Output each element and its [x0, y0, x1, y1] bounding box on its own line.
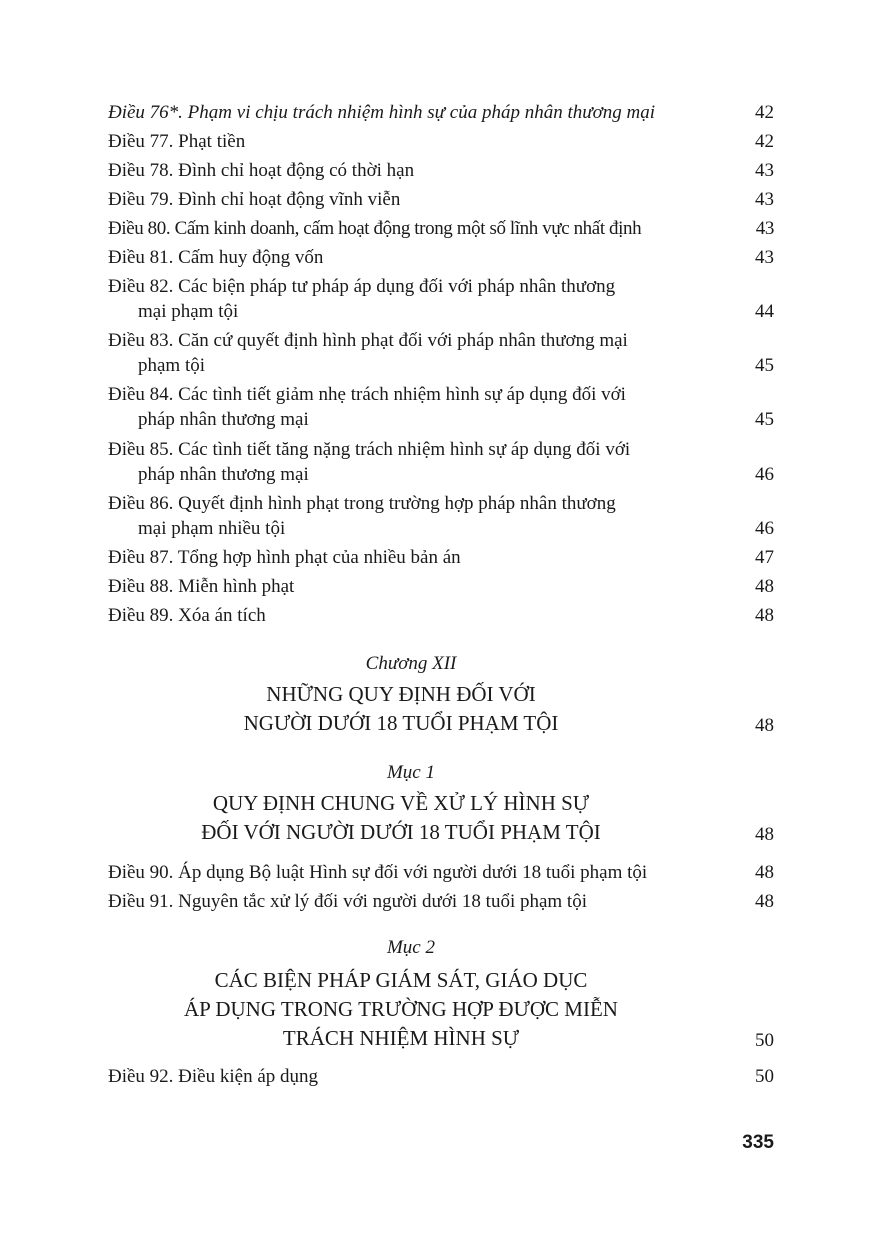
- entry-page: 48: [755, 891, 774, 912]
- entry-page: 46: [755, 518, 774, 539]
- chapter-label: Chương XII: [365, 653, 457, 674]
- entry-title-line1: Điều 85. Các tình tiết tăng nặng trách nhiệm hình sự áp dụng đối với: [108, 439, 631, 460]
- entry-title-line1: Điều 84. Các tình tiết giảm nhẹ trách nhiệm hình sự áp dụng đối với: [108, 384, 626, 405]
- entry-page: 43: [755, 189, 774, 210]
- entry-page: 45: [755, 355, 774, 376]
- toc-entry-dieu-77: [108, 129, 774, 154]
- entry-title: Điều 87. Tổng hợp hình phạt của nhiều bản án: [108, 547, 461, 568]
- entry-page: 43: [755, 160, 774, 181]
- toc-entry-dieu-81: [108, 245, 774, 270]
- entry-title: Điều 91. Nguyên tắc xử lý đối với người dưới 18 tuổi phạm tội: [108, 891, 587, 912]
- entry-title-line2: pháp nhân thương mại: [138, 409, 309, 430]
- entry-title: Điều 90. Áp dụng Bộ luật Hình sự đối với người dưới 18 tuổi phạm tội: [108, 862, 648, 883]
- entry-title-line1: Điều 83. Căn cứ quyết định hình phạt đối với pháp nhân thương mại: [108, 330, 628, 351]
- toc-entry-dieu-87: [108, 545, 774, 570]
- section2-label: Mục 2: [386, 937, 435, 958]
- entry-title: Điều 78. Đình chỉ hoạt động có thời hạn: [108, 160, 415, 181]
- section2-title-line3: TRÁCH NHIỆM HÌNH SỰ: [282, 1026, 520, 1050]
- toc-entry-dieu-88: [108, 574, 774, 599]
- entry-title: Điều 88. Miễn hình phạt: [108, 576, 295, 597]
- toc-entry-dieu-84: [108, 382, 774, 432]
- toc-entry-dieu-80: [108, 216, 774, 241]
- toc-entry-dieu-91: [108, 889, 774, 914]
- entry-title-line1: Điều 86. Quyết định hình phạt trong trường hợp pháp nhân thương: [108, 493, 616, 514]
- entry-page: 50: [755, 1066, 774, 1087]
- toc-entry-dieu-92: [108, 1064, 774, 1089]
- entry-page: 47: [755, 547, 774, 568]
- page-number: 335: [742, 1132, 774, 1153]
- entry-title: Điều 76*. Phạm vi chịu trách nhiệm hình sự của pháp nhân thương mại: [108, 102, 655, 123]
- chapter-title-line2: NGƯỜI DƯỚI 18 TUỔI PHẠM TỘI: [243, 711, 559, 735]
- entry-page: 42: [755, 131, 774, 152]
- entry-page: 43: [755, 218, 774, 239]
- entry-title: Điều 77. Phạt tiền: [108, 131, 246, 152]
- entry-page: 46: [755, 464, 774, 485]
- entry-title: Điều 89. Xóa án tích: [108, 605, 266, 626]
- section2-title-line1: CÁC BIỆN PHÁP GIÁM SÁT, GIÁO DỤC: [214, 968, 588, 992]
- toc-entry-dieu-86: [108, 491, 774, 541]
- toc-entry-dieu-89: [108, 603, 774, 628]
- entry-title-line1: Điều 82. Các biện pháp tư pháp áp dụng đối với pháp nhân thương: [108, 276, 616, 297]
- section2-heading: [108, 966, 774, 1053]
- section1-title-line2: ĐỐI VỚI NGƯỜI DƯỚI 18 TUỔI PHẠM TỘI: [201, 820, 601, 844]
- entry-page: 48: [755, 862, 774, 883]
- toc-entry-dieu-90: [108, 860, 774, 885]
- entry-title: Điều 80. Cấm kinh doanh, cấm hoạt động trong một số lĩnh vực nhất định: [108, 218, 642, 239]
- entry-title-line2: pháp nhân thương mại: [138, 464, 309, 485]
- section2-title-line2: ÁP DỤNG TRONG TRƯỜNG HỢP ĐƯỢC MIỄN: [184, 997, 618, 1021]
- section1-heading: [108, 789, 774, 847]
- toc-entry-dieu-83: [108, 328, 774, 378]
- entry-title: Điều 92. Điều kiện áp dụng: [108, 1066, 319, 1087]
- toc-entry-dieu-85: [108, 437, 774, 487]
- section2-page: 50: [755, 1030, 774, 1051]
- toc-entry-dieu-76: [108, 100, 774, 125]
- entry-page: 42: [755, 102, 774, 123]
- entry-title: Điều 79. Đình chỉ hoạt động vĩnh viễn: [108, 189, 401, 210]
- entry-title-line2: phạm tội: [138, 355, 206, 376]
- section1-title-line1: QUY ĐỊNH CHUNG VỀ XỬ LÝ HÌNH SỰ: [212, 791, 590, 815]
- entry-page: 45: [755, 409, 774, 430]
- chapter-title-line1: NHỮNG QUY ĐỊNH ĐỐI VỚI: [266, 682, 536, 706]
- toc-entry-dieu-79: [108, 187, 774, 212]
- entry-page: 44: [755, 301, 774, 322]
- chapter-heading: [108, 680, 774, 738]
- entry-title-line2: mại phạm nhiều tội: [138, 518, 286, 539]
- entry-page: 48: [755, 605, 774, 626]
- entry-title-line2: mại phạm tội: [138, 301, 239, 322]
- section1-label: Mục 1: [386, 762, 435, 783]
- entry-page: 43: [755, 247, 774, 268]
- toc-entry-dieu-78: [108, 158, 774, 183]
- chapter-page: 48: [755, 715, 774, 736]
- entry-title: Điều 81. Cấm huy động vốn: [108, 247, 324, 268]
- toc-entry-dieu-82: [108, 274, 774, 324]
- entry-page: 48: [755, 576, 774, 597]
- section1-page: 48: [755, 824, 774, 845]
